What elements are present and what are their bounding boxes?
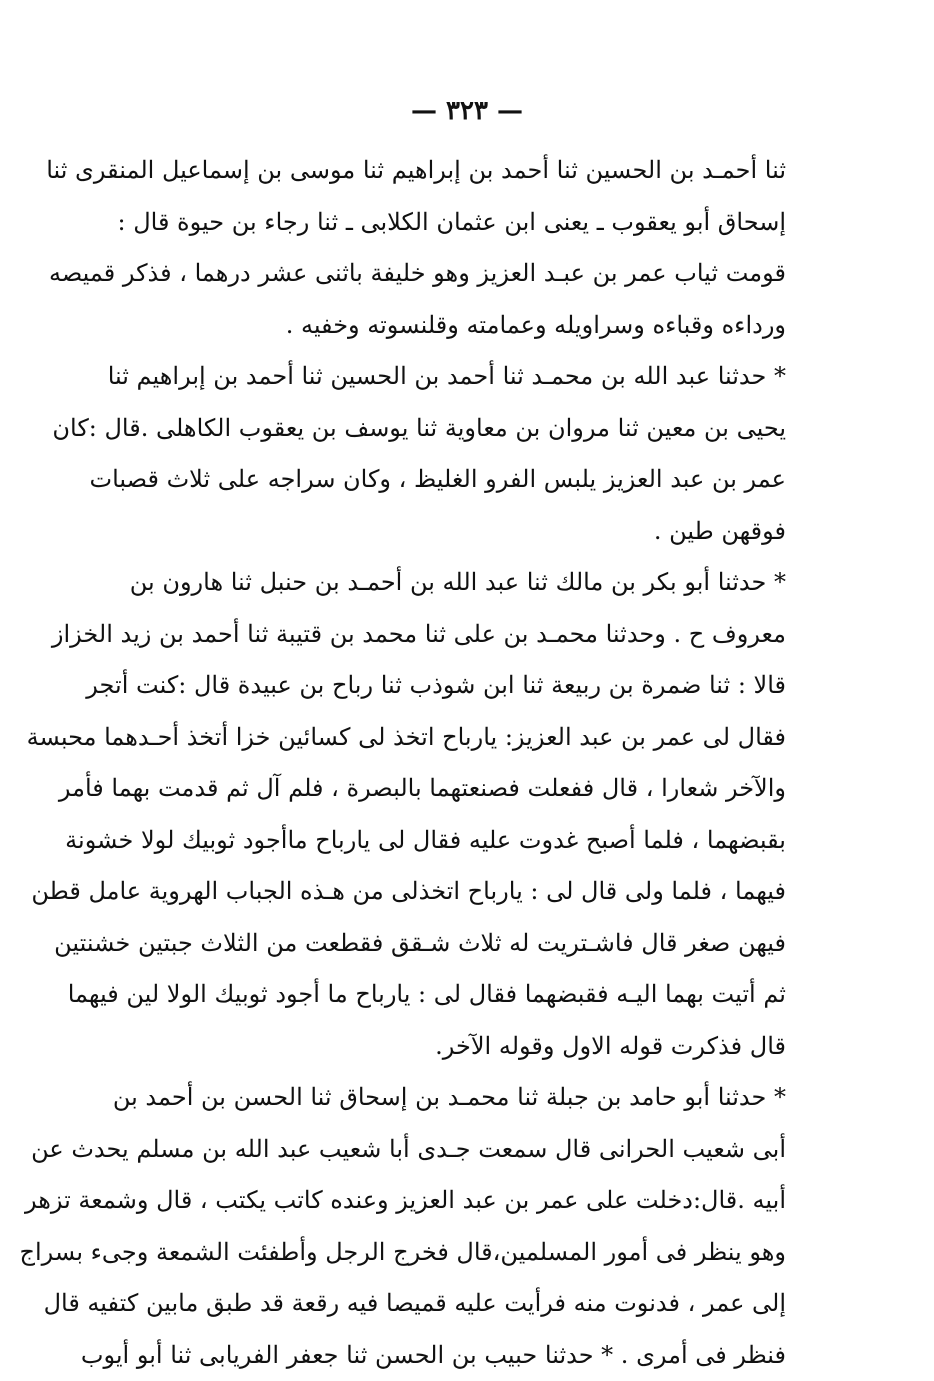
- text-line: فقال لى عمر بن عبد العزيز: يارباح اتخذ لى كسائين خزا أتخذ أحـدهما محبسة: [168, 712, 786, 764]
- text-line: وهو ينظر فى أمور المسلمين،قال فخرج الرجل وأطفئت الشمعة وجىء بسراج: [168, 1227, 786, 1279]
- text-line: قومت ثياب عمر بن عبـد العزيز وهو خليفة باثنى عشر درهما ، فذكر قميصه: [168, 248, 786, 300]
- text-line: ثم أتيت بهما اليـه فقبضهما فقال لى : يارباح ما أجود ثوبيك الولا لين فيهما: [168, 969, 786, 1021]
- page-number: — ٣٢٣ —: [0, 96, 934, 126]
- text-line: إلى عمر ، فدنوت منه فرأيت عليه قميصا فيه رقعة قد طبق مابين كتفيه قال: [168, 1278, 786, 1330]
- text-line: بقبضهما ، فلما أصبح غدوت عليه فقال لى يارباح ماأجود ثوبيك لولا خشونة: [168, 815, 786, 867]
- text-line: * حدثنا عبد الله بن محمـد ثنا أحمد بن الحسين ثنا أحمد بن إبراهيم ثنا: [168, 351, 786, 403]
- text-line: * حدثنا أبو بكر بن مالك ثنا عبد الله بن أحمـد بن حنبل ثنا هارون بن: [168, 557, 786, 609]
- text-line: ورداءه وقباءه وسراويله وعمامته وقلنسوته وخفيه .: [168, 300, 786, 352]
- text-line: معروف ح . وحدثنا محمـد بن على ثنا محمد بن قتيبة ثنا أحمد بن زيد الخزاز: [168, 609, 786, 661]
- text-line: أبيه .قال:دخلت على عمر بن عبد العزيز وعنده كاتب يكتب ، قال وشمعة تزهر: [168, 1175, 786, 1227]
- text-line: فنظر فى أمرى . * حدثنا حبيب بن الحسن ثنا جعفر الفريابى ثنا أبو أيوب: [168, 1330, 786, 1381]
- text-line: قال فذكرت قوله الاول وقوله الآخر.: [168, 1021, 786, 1073]
- text-line: والآخر شعارا ، قال ففعلت فصنعتهما بالبصرة ، فلم آل ثم قدمت بهما فأمر: [168, 763, 786, 815]
- text-line: ثنا أحمـد بن الحسين ثنا أحمد بن إبراهيم ثنا موسى بن إسماعيل المنقرى ثنا: [168, 145, 786, 197]
- text-line: * حدثنا أبو حامد بن جبلة ثنا محمـد بن إسحاق ثنا الحسن بن أحمد بن: [168, 1072, 786, 1124]
- text-line: أبى شعيب الحرانى قال سمعت جـدى أبا شعيب عبد الله بن مسلم يحدث عن: [168, 1124, 786, 1176]
- text-line: إسحاق أبو يعقوب ـ يعنى ابن عثمان الكلابى ـ ثنا رجاء بن حيوة قال :: [168, 197, 786, 249]
- text-line: عمر بن عبد العزيز يلبس الفرو الغليظ ، وكان سراجه على ثلاث قصبات: [168, 454, 786, 506]
- text-line: فيهن صغر قال فاشـتريت له ثلاث شـقق فقطعت من الثلاث جبتين خشنتين: [168, 918, 786, 970]
- text-body: [168, 145, 786, 1381]
- text-line: يحيى بن معين ثنا مروان بن معاوية ثنا يوسف بن يعقوب الكاهلى .قال :كان: [168, 403, 786, 455]
- text-line: فوقهن طين .: [168, 506, 786, 558]
- text-line: قالا : ثنا ضمرة بن ربيعة ثنا ابن شوذب ثنا رباح بن عبيدة قال :كنت أتجر: [168, 660, 786, 712]
- text-line: فيهما ، فلما ولى قال لى : يارباح اتخذلى من هـذه الجباب الهروية عامل قطن: [168, 866, 786, 918]
